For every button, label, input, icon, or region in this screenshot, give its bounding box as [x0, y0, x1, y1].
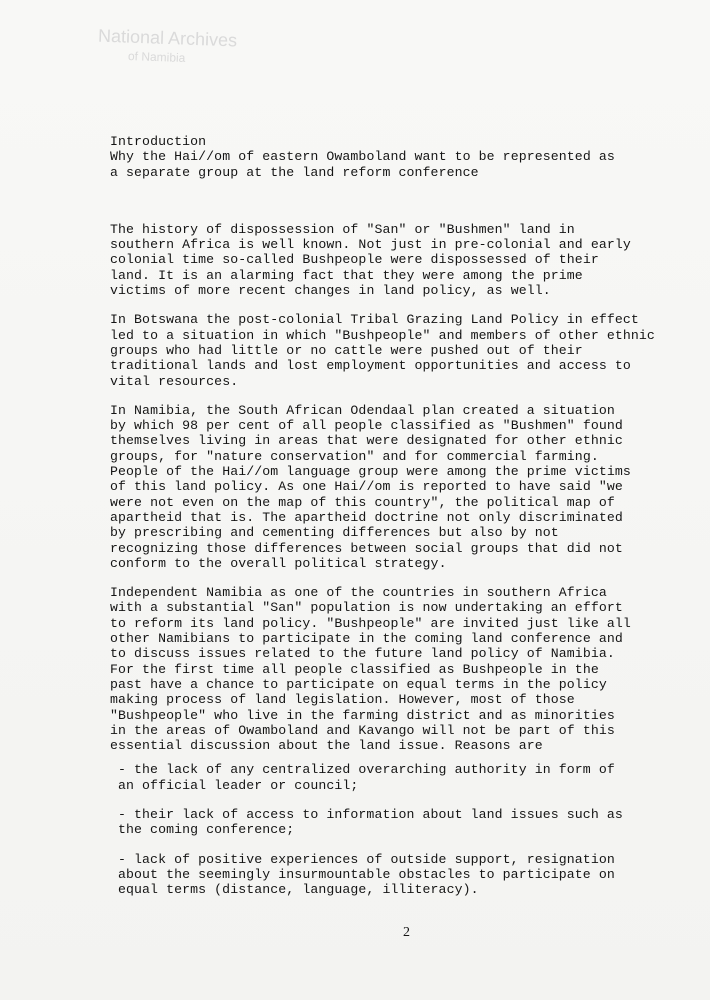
paragraph-line: In Namibia, the South African Odendaal plan created a situation	[110, 402, 615, 418]
paragraph-independent-namibia	[110, 585, 690, 753]
reason-line: - lack of positive experiences of outside support, resignation	[118, 851, 615, 867]
paragraph-line: People of the Hai//om language group were among the prime victims	[110, 464, 631, 480]
paragraph-botswana	[110, 312, 690, 388]
paragraph-line: other Namibians to participate in the coming land conference and	[110, 631, 623, 647]
reason-line: - their lack of access to information about land issues such as	[118, 806, 623, 822]
paragraph-line: with a substantial "San" population is now undertaking an effort	[110, 600, 623, 616]
paragraph-line: of this land policy. As one Hai//om is reported to have said "we	[110, 479, 623, 495]
paragraph-line: In Botswana the post-colonial Tribal Grazing Land Policy in effect	[110, 312, 639, 328]
paragraph-line: recognizing those differences between social groups that did not	[110, 540, 623, 556]
reason-line: - the lack of any centralized overarching authority in form of	[118, 762, 615, 778]
heading-line: Why the Hai//om of eastern Owamboland want to be represented as	[110, 149, 615, 165]
paragraph-line: in the areas of Owamboland and Kavango will not be part of this	[110, 722, 615, 738]
paragraph-line: by prescribing and cementing differences but also by not	[110, 525, 559, 541]
reason-line: an official leader or council;	[118, 777, 359, 793]
reason-line: about the seemingly insurmountable obstacles to participate on	[118, 866, 615, 882]
paragraph-line: by which 98 per cent of all people classified as "Bushmen" found	[110, 418, 623, 434]
paragraph-line: led to a situation in which "Bushpeople" and members of other ethnic	[110, 327, 655, 343]
paragraph-line: were not even on the map of this country", the political map of	[110, 494, 615, 510]
paragraph-line: For the first time all people classified as Bushpeople in the	[110, 661, 599, 677]
reason-line: equal terms (distance, language, illiteracy).	[118, 882, 479, 898]
paragraph-line: themselves living in areas that were designated for other ethnic	[110, 433, 623, 449]
paragraph-line: traditional lands and lost employment opportunities and access to	[110, 358, 631, 374]
archive-stamp-ghost-subtitle: of Namibia	[127, 49, 186, 65]
document-heading	[110, 134, 690, 180]
paragraph-line: past have a chance to participate on equal terms in the policy	[110, 676, 607, 692]
paragraph-line: apartheid that is. The apartheid doctrine not only discriminated	[110, 509, 623, 525]
paragraph-history	[110, 222, 690, 298]
paragraph-line: The history of dispossession of "San" or "Bushmen" land in	[110, 221, 575, 237]
paragraph-line: to discuss issues related to the future land policy of Namibia.	[110, 646, 615, 662]
paragraph-line: groups, for "nature conservation" and for commercial farming.	[110, 448, 599, 464]
paragraph-namibia	[110, 403, 690, 571]
paragraph-line: conform to the overall political strategy.	[110, 555, 447, 571]
page-number: 2	[403, 925, 410, 940]
paragraph-line: to reform its land policy. "Bushpeople" are invited just like all	[110, 615, 631, 631]
paragraph-line: Independent Namibia as one of the countries in southern Africa	[110, 585, 607, 601]
paragraph-line: victims of more recent changes in land policy, as well.	[110, 283, 551, 299]
paragraph-line: southern Africa is well known. Not just in pre-colonial and early	[110, 237, 631, 253]
paragraph-line: land. It is an alarming fact that they were among the prime	[110, 267, 583, 283]
reason-item	[118, 762, 690, 793]
reason-line: the coming conference;	[118, 822, 295, 838]
paragraph-line: "Bushpeople" who live in the farming district and as minorities	[110, 707, 615, 723]
reason-item	[118, 807, 690, 838]
paragraph-line: colonial time so-called Bushpeople were dispossessed of their	[110, 252, 599, 268]
paragraph-line: groups who had little or no cattle were pushed out of their	[110, 342, 583, 358]
reasons-list	[118, 762, 690, 897]
heading-line: Introduction	[110, 134, 207, 149]
reason-item	[118, 852, 690, 898]
paragraph-line: making process of land legislation. However, most of those	[110, 692, 575, 708]
document-body	[110, 134, 690, 911]
paragraph-line: vital resources.	[110, 373, 239, 389]
paragraph-line: essential discussion about the land issue. Reasons are	[110, 738, 543, 754]
archive-stamp-ghost-title: National Archives	[97, 25, 238, 51]
heading-line: a separate group at the land reform conference	[110, 164, 479, 180]
